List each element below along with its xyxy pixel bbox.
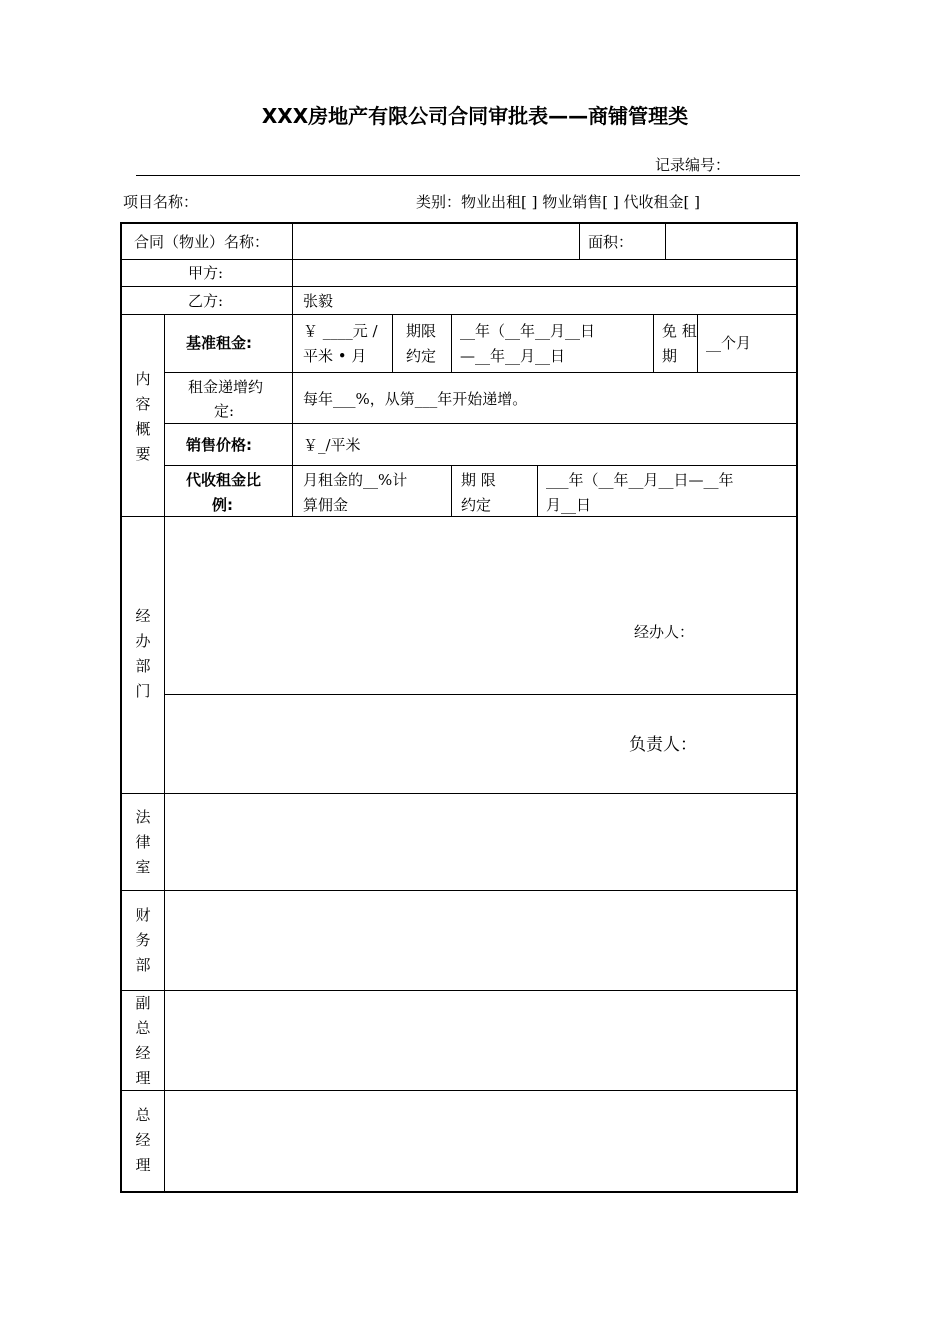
party-b-label: 乙方: xyxy=(188,292,224,310)
page-title: XXX房地产有限公司合同审批表——商铺管理类 xyxy=(261,104,689,128)
collection-term-label-line2: 约定 xyxy=(461,496,492,514)
rent-increase-value[interactable]: 每年___%，从第___年开始递增。 xyxy=(303,390,528,408)
collection-term-label-line1: 期 限 xyxy=(461,471,496,489)
handling-department-label: 经办部门 xyxy=(135,607,151,700)
collection-ratio-label-line1: 代收租金比 xyxy=(186,471,262,489)
sale-price-value[interactable]: ￥_/平米 xyxy=(303,436,361,454)
base-rent-label: 基准租金: xyxy=(186,334,252,352)
base-rent-value-line1[interactable]: ￥ ____元 / xyxy=(303,322,378,340)
term-value-line2[interactable]: —__年__月__日 xyxy=(460,347,566,365)
deputy-general-manager-label: 副总经理 xyxy=(135,994,151,1087)
header-divider xyxy=(136,175,800,176)
responsible-person-label: 负责人： xyxy=(629,735,697,755)
general-manager-label: 总经理 xyxy=(135,1106,151,1174)
term-label-line1: 期限 xyxy=(406,322,437,340)
record-number-label: 记录编号： xyxy=(655,156,731,174)
free-rent-label-line2: 期 xyxy=(662,347,678,365)
term-label-line2: 约定 xyxy=(406,347,437,365)
collection-ratio-value-line1[interactable]: 月租金的__%计 xyxy=(303,471,408,489)
collection-term-value-line1[interactable]: ___年（__年__月__日—__年 xyxy=(546,471,734,489)
collection-ratio-label-line2: 例: xyxy=(212,496,233,514)
rent-increase-label-line1: 租金递增约 xyxy=(188,378,264,396)
contract-name-label: 合同（物业）名称： xyxy=(134,233,270,251)
area-label: 面积： xyxy=(588,233,634,251)
category-options[interactable]: 类别：物业出租[ ] 物业销售[ ] 代收租金[ ] xyxy=(416,193,700,211)
finance-department-label: 财务部 xyxy=(135,906,151,974)
free-rent-label-line1: 免 租 xyxy=(662,322,697,340)
party-a-label: 甲方: xyxy=(188,264,224,282)
collection-term-value-line2[interactable]: 月__日 xyxy=(546,496,592,514)
term-value-line1[interactable]: __年（__年__月__日 xyxy=(460,322,596,340)
sale-price-label: 销售价格: xyxy=(186,436,252,454)
base-rent-value-line2: 平米 • 月 xyxy=(303,347,367,365)
project-name-label: 项目名称： xyxy=(123,193,199,211)
content-summary-section-label: 内容概要 xyxy=(135,370,151,463)
approval-form-table xyxy=(120,222,798,1193)
party-b-value[interactable]: 张毅 xyxy=(303,292,334,310)
handler-signature-label: 经办人： xyxy=(634,623,695,641)
collection-ratio-value-line2: 算佣金 xyxy=(303,496,349,514)
legal-department-label: 法律室 xyxy=(135,808,151,876)
free-rent-value[interactable]: __个月 xyxy=(706,334,752,352)
rent-increase-label-line2: 定: xyxy=(214,402,235,420)
